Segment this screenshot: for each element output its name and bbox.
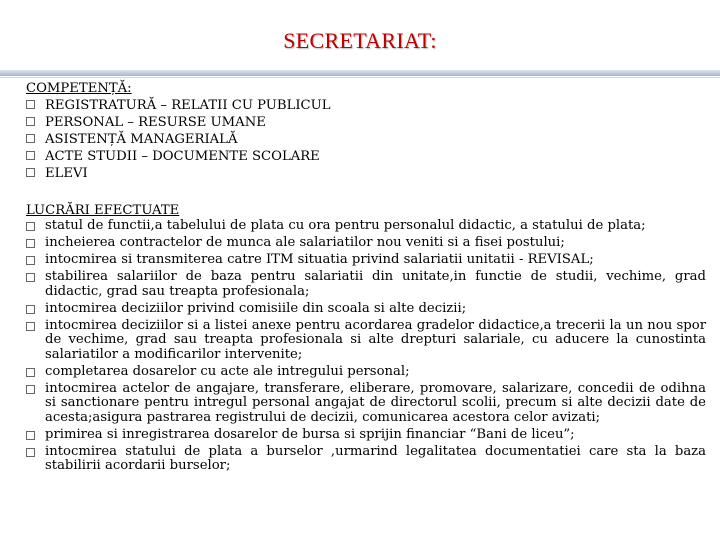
list-item	[26, 253, 706, 268]
list-item	[26, 114, 706, 131]
checkbox-bullet-icon	[26, 134, 35, 143]
checkbox-bullet-icon	[26, 305, 35, 314]
page-title: SECRETARIAT:	[283, 28, 437, 53]
list-item	[26, 131, 706, 148]
list-item	[26, 428, 706, 443]
checkbox-bullet-icon	[26, 448, 35, 457]
checkbox-bullet-icon	[26, 256, 35, 265]
list-item	[26, 445, 706, 474]
list-item-text: primirea si inregistrarea dosarelor de bursa si sprijin financiar “Bani de liceu”;	[45, 426, 575, 442]
competente-list	[26, 97, 706, 182]
list-item	[26, 236, 706, 251]
lucrari-list	[26, 219, 706, 474]
list-item-text: intocmirea si transmiterea catre ITM situatia privind salariatii unitatii - REVISAL;	[45, 252, 594, 267]
list-item-text: stabilirea salariilor de baza pentru salariatii din unitate,in functie de studii, vechime, grad didactic, grad sau treapta profesionala;	[45, 269, 706, 299]
content	[26, 80, 706, 476]
list-item-text: REGISTRATURĂ – RELATII CU PUBLICUL	[45, 98, 331, 113]
checkbox-bullet-icon	[26, 431, 35, 440]
list-item	[26, 382, 706, 426]
list-item-text: incheierea contractelor de munca ale salariatilor nou veniti si a fisei postului;	[45, 235, 565, 250]
checkbox-bullet-icon	[26, 222, 35, 231]
checkbox-bullet-icon	[26, 151, 35, 160]
list-item-text: ASISTENȚĂ MANAGERIALĂ	[45, 132, 238, 147]
list-item-text: PERSONAL – RESURSE UMANE	[45, 115, 266, 130]
list-item-text: intocmirea actelor de angajare, transferare, eliberare, promovare, salarizare, concedii de odihna si sanctionare pentru intregul personal angajat de directorul scolii, precum si alte decizii date de acesta;asigura pastrarea registrului de decizii, comunicarea acestora celor avizati;	[45, 380, 706, 425]
title-divider-line	[0, 77, 720, 78]
competente-heading: COMPETENȚĂ:	[26, 81, 132, 96]
list-item	[26, 97, 706, 114]
checkbox-bullet-icon	[26, 385, 35, 394]
checkbox-bullet-icon	[26, 322, 35, 331]
list-item	[26, 148, 706, 165]
list-item-text: ACTE STUDII – DOCUMENTE SCOLARE	[45, 149, 320, 164]
lucrari-heading: LUCRĂRI EFECTUATE	[26, 203, 180, 218]
list-item-text: ELEVI	[45, 166, 88, 181]
section-gap	[26, 182, 706, 202]
checkbox-bullet-icon	[26, 168, 35, 177]
list-item-text: statul de functii,a tabelului de plata cu ora pentru personalul didactic, a statului de plata;	[45, 218, 646, 233]
list-item-text: intocmirea deciziilor privind comisiile din scoala si alte decizii;	[45, 300, 467, 316]
list-item-text: intocmirea deciziilor si a listei anexe pentru acordarea gradelor didactice,a trecerii la un nou spor de vechime, grad sau treapta profesionala si alte drepturi salariale, cu aducere la cunostinta salariatilor a modificarilor intervenite;	[45, 317, 706, 362]
list-item	[26, 319, 706, 363]
list-item	[26, 270, 706, 299]
checkbox-bullet-icon	[26, 100, 35, 109]
checkbox-bullet-icon	[26, 117, 35, 126]
checkbox-bullet-icon	[26, 273, 35, 282]
checkbox-bullet-icon	[26, 368, 35, 377]
list-item	[26, 165, 706, 182]
list-item-text: completarea dosarelor cu acte ale intregului personal;	[45, 363, 410, 379]
list-item	[26, 219, 706, 234]
title-divider	[0, 70, 720, 76]
checkbox-bullet-icon	[26, 239, 35, 248]
list-item-text: intocmirea statului de plata a burselor ,urmarind legalitatea documentatiei care sta la baza stabilirii acordarii burselor;	[45, 443, 706, 473]
list-item	[26, 365, 706, 380]
list-item	[26, 302, 706, 317]
